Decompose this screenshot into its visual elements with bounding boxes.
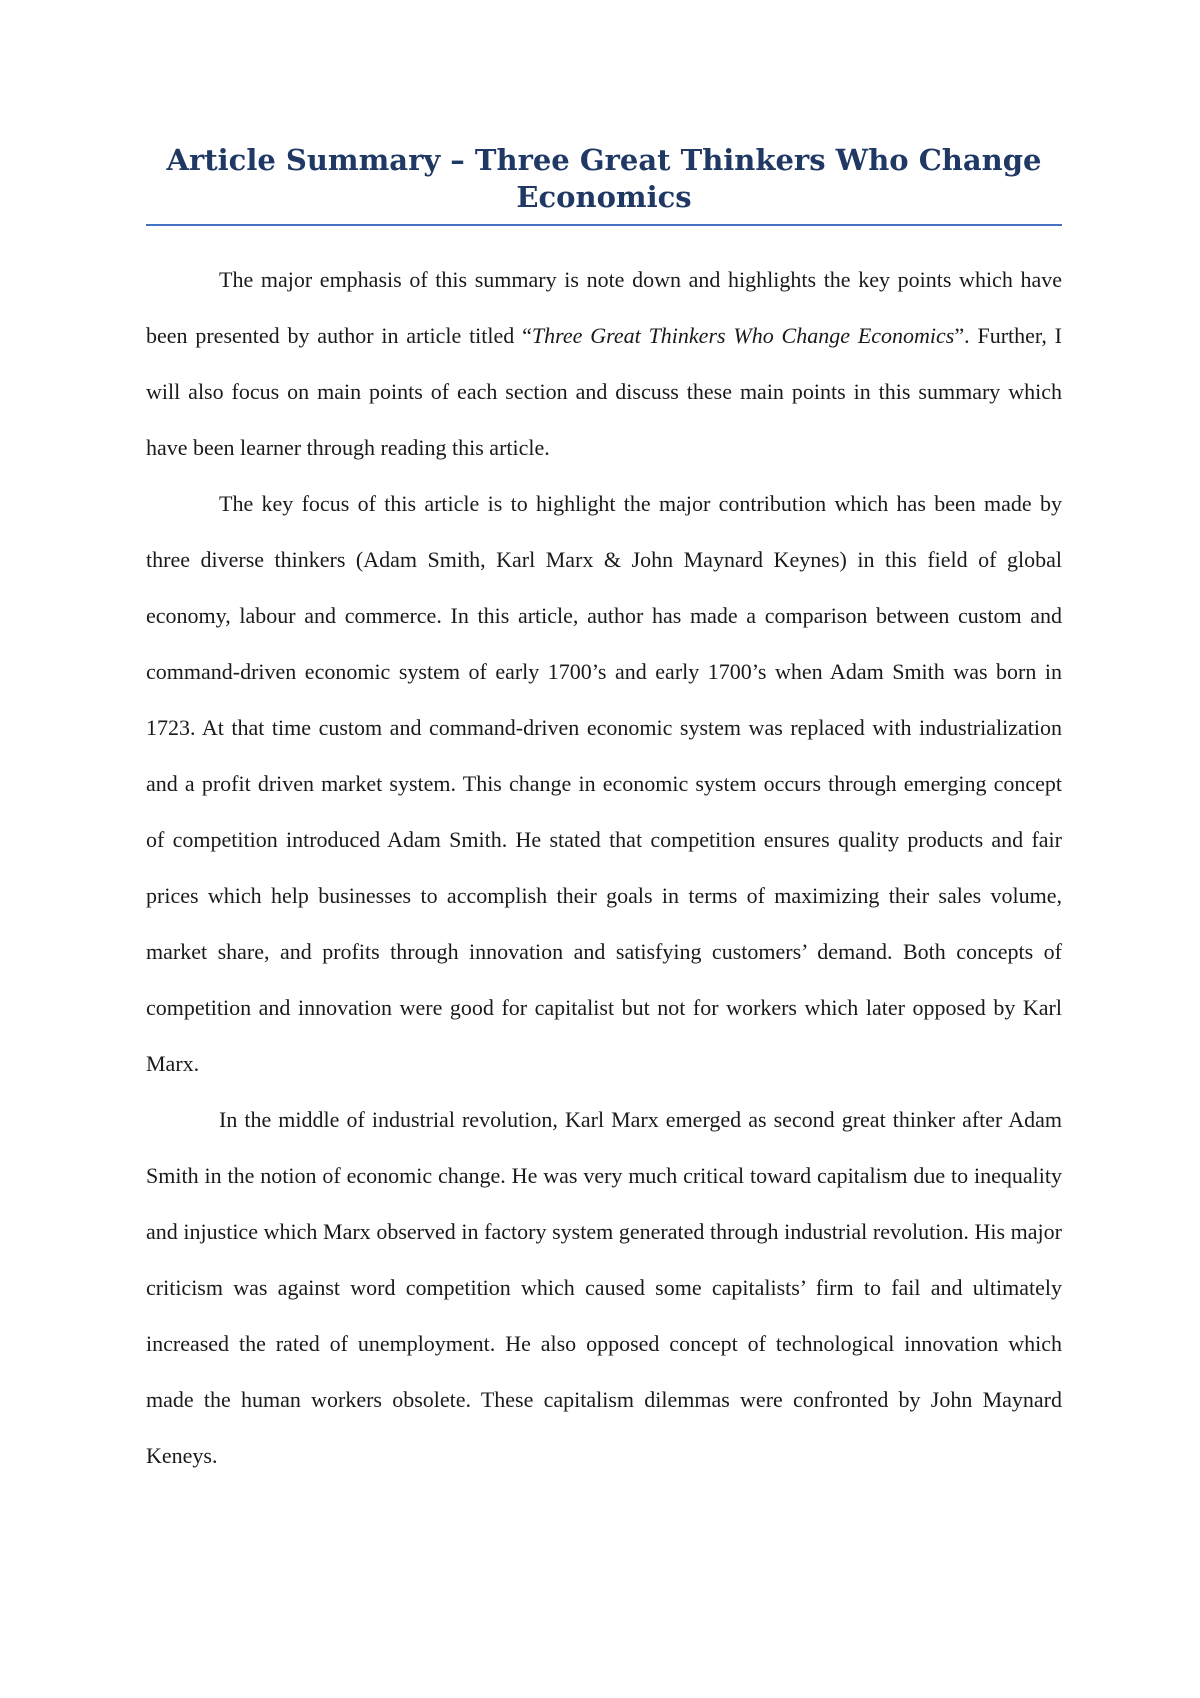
title-block: [146, 142, 1062, 226]
document-body: [146, 252, 1062, 1484]
paragraph-2: The key focus of this article is to highlight the major contribution which has been made by three diverse thinkers (Adam Smith, Karl Marx & John Maynard Keynes) in this field of global economy, labour and commerce. In this article, author has made a comparison between custom and command-driven economic system of early 1700’s and early 1700’s when Adam Smith was born in 1723. At that time custom and command-driven economic system was replaced with industrialization and a profit driven market system. This change in economic system occurs through emerging concept of competition introduced Adam Smith. He stated that competition ensures quality products and fair prices which help businesses to accomplish their goals in terms of maximizing their sales volume, market share, and profits through innovation and satisfying customers’ demand. Both concepts of competition and innovation were good for capitalist but not for workers which later opposed by Karl Marx.: [146, 491, 1062, 1076]
paragraph-1: [146, 252, 1062, 476]
paragraph-1-text-start: The major emphasis of this summary is note down and highlights the key points which have been presented by author in article titled “: [146, 267, 1062, 348]
article-title-italic: Three Great Thinkers Who Change Economics: [531, 323, 955, 348]
document-title: Article Summary – Three Great Thinkers Who Change Economics: [166, 143, 1042, 214]
paragraph-1-text-end: ”. Further, I will also focus on main points of each section and discuss these main points in this summary which have been learner through reading this article.: [146, 323, 1062, 460]
paragraph-3: In the middle of industrial revolution, Karl Marx emerged as second great thinker after Adam Smith in the notion of economic change. He was very much critical toward capitalism due to inequality and injustice which Marx observed in factory system generated through industrial revolution. His major criticism was against word competition which caused some capitalists’ firm to fail and ultimately increased the rated of unemployment. He also opposed concept of technological innovation which made the human workers obsolete. These capitalism dilemmas were confronted by John Maynard Keneys.: [146, 1107, 1062, 1468]
title-underline: [146, 224, 1062, 226]
